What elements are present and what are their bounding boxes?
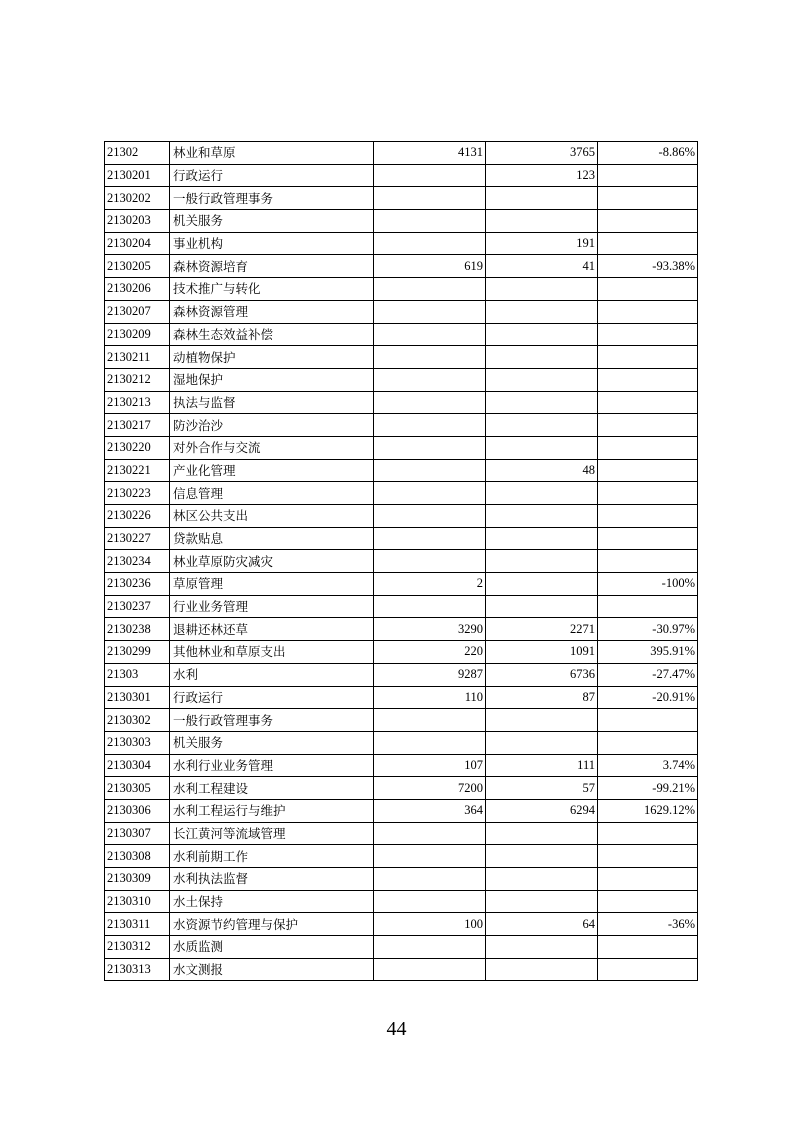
item-code-cell: 2130311 bbox=[105, 913, 170, 936]
value-prev-cell bbox=[374, 595, 486, 618]
table-row bbox=[105, 436, 698, 459]
table-row bbox=[105, 845, 698, 868]
change-pct-cell bbox=[598, 709, 698, 732]
item-name-cell: 行政运行 bbox=[170, 686, 374, 709]
item-code-cell: 2130204 bbox=[105, 232, 170, 255]
value-curr-cell: 6736 bbox=[486, 663, 598, 686]
item-code-cell: 2130203 bbox=[105, 210, 170, 233]
item-code-cell: 2130207 bbox=[105, 300, 170, 323]
table-row bbox=[105, 232, 698, 255]
value-prev-cell bbox=[374, 868, 486, 891]
value-curr-cell bbox=[486, 890, 598, 913]
item-name-cell: 退耕还林还草 bbox=[170, 618, 374, 641]
change-pct-cell bbox=[598, 436, 698, 459]
change-pct-cell bbox=[598, 822, 698, 845]
item-code-cell: 2130221 bbox=[105, 459, 170, 482]
item-code-cell: 2130306 bbox=[105, 799, 170, 822]
value-prev-cell: 100 bbox=[374, 913, 486, 936]
item-name-cell: 森林资源培育 bbox=[170, 255, 374, 278]
item-code-cell: 2130299 bbox=[105, 641, 170, 664]
value-prev-cell bbox=[374, 346, 486, 369]
value-curr-cell: 191 bbox=[486, 232, 598, 255]
item-name-cell: 对外合作与交流 bbox=[170, 436, 374, 459]
budget-table-body bbox=[105, 142, 698, 981]
value-curr-cell bbox=[486, 368, 598, 391]
change-pct-cell bbox=[598, 346, 698, 369]
budget-table-container bbox=[104, 141, 698, 981]
value-curr-cell bbox=[486, 482, 598, 505]
item-name-cell: 水利行业业务管理 bbox=[170, 754, 374, 777]
change-pct-cell: -27.47% bbox=[598, 663, 698, 686]
value-curr-cell bbox=[486, 595, 598, 618]
change-pct-cell bbox=[598, 868, 698, 891]
item-name-cell: 贷款贴息 bbox=[170, 527, 374, 550]
item-name-cell: 水利工程运行与维护 bbox=[170, 799, 374, 822]
value-prev-cell bbox=[374, 550, 486, 573]
value-curr-cell bbox=[486, 868, 598, 891]
table-row bbox=[105, 573, 698, 596]
value-prev-cell bbox=[374, 845, 486, 868]
value-curr-cell bbox=[486, 822, 598, 845]
table-row bbox=[105, 391, 698, 414]
value-curr-cell: 111 bbox=[486, 754, 598, 777]
table-row bbox=[105, 958, 698, 981]
value-curr-cell bbox=[486, 505, 598, 528]
change-pct-cell bbox=[598, 164, 698, 187]
value-prev-cell bbox=[374, 709, 486, 732]
item-code-cell: 2130237 bbox=[105, 595, 170, 618]
item-code-cell: 2130303 bbox=[105, 731, 170, 754]
value-prev-cell bbox=[374, 210, 486, 233]
change-pct-cell bbox=[598, 210, 698, 233]
value-prev-cell bbox=[374, 414, 486, 437]
table-row bbox=[105, 777, 698, 800]
change-pct-cell: -36% bbox=[598, 913, 698, 936]
change-pct-cell bbox=[598, 300, 698, 323]
value-curr-cell bbox=[486, 436, 598, 459]
item-name-cell: 一般行政管理事务 bbox=[170, 709, 374, 732]
item-name-cell: 林区公共支出 bbox=[170, 505, 374, 528]
value-curr-cell: 123 bbox=[486, 164, 598, 187]
change-pct-cell bbox=[598, 527, 698, 550]
item-name-cell: 动植物保护 bbox=[170, 346, 374, 369]
item-name-cell: 草原管理 bbox=[170, 573, 374, 596]
change-pct-cell bbox=[598, 550, 698, 573]
change-pct-cell: -30.97% bbox=[598, 618, 698, 641]
change-pct-cell: -20.91% bbox=[598, 686, 698, 709]
value-curr-cell bbox=[486, 958, 598, 981]
value-curr-cell: 41 bbox=[486, 255, 598, 278]
value-prev-cell: 4131 bbox=[374, 142, 486, 165]
table-row bbox=[105, 709, 698, 732]
item-code-cell: 2130308 bbox=[105, 845, 170, 868]
value-prev-cell: 7200 bbox=[374, 777, 486, 800]
table-row bbox=[105, 731, 698, 754]
value-prev-cell: 619 bbox=[374, 255, 486, 278]
value-prev-cell bbox=[374, 482, 486, 505]
item-code-cell: 2130304 bbox=[105, 754, 170, 777]
table-row bbox=[105, 210, 698, 233]
item-name-cell: 信息管理 bbox=[170, 482, 374, 505]
value-curr-cell bbox=[486, 527, 598, 550]
value-prev-cell: 9287 bbox=[374, 663, 486, 686]
item-code-cell: 2130309 bbox=[105, 868, 170, 891]
table-row bbox=[105, 936, 698, 959]
table-row bbox=[105, 187, 698, 210]
value-curr-cell bbox=[486, 278, 598, 301]
change-pct-cell bbox=[598, 482, 698, 505]
value-curr-cell: 6294 bbox=[486, 799, 598, 822]
table-row bbox=[105, 482, 698, 505]
table-row bbox=[105, 618, 698, 641]
value-prev-cell bbox=[374, 731, 486, 754]
page-number: 44 bbox=[386, 1018, 407, 1040]
item-name-cell: 防沙治沙 bbox=[170, 414, 374, 437]
value-prev-cell: 364 bbox=[374, 799, 486, 822]
value-prev-cell bbox=[374, 323, 486, 346]
change-pct-cell: -8.86% bbox=[598, 142, 698, 165]
item-name-cell: 水资源节约管理与保护 bbox=[170, 913, 374, 936]
value-curr-cell bbox=[486, 550, 598, 573]
item-code-cell: 2130211 bbox=[105, 346, 170, 369]
item-code-cell: 21302 bbox=[105, 142, 170, 165]
change-pct-cell bbox=[598, 459, 698, 482]
table-row bbox=[105, 300, 698, 323]
value-prev-cell bbox=[374, 459, 486, 482]
table-row bbox=[105, 822, 698, 845]
table-row bbox=[105, 641, 698, 664]
change-pct-cell: 395.91% bbox=[598, 641, 698, 664]
item-name-cell: 水土保持 bbox=[170, 890, 374, 913]
item-code-cell: 2130236 bbox=[105, 573, 170, 596]
table-row bbox=[105, 595, 698, 618]
table-row bbox=[105, 255, 698, 278]
change-pct-cell bbox=[598, 414, 698, 437]
value-curr-cell: 3765 bbox=[486, 142, 598, 165]
item-name-cell: 其他林业和草原支出 bbox=[170, 641, 374, 664]
item-name-cell: 森林资源管理 bbox=[170, 300, 374, 323]
table-row bbox=[105, 686, 698, 709]
value-prev-cell bbox=[374, 391, 486, 414]
table-row bbox=[105, 142, 698, 165]
value-prev-cell bbox=[374, 278, 486, 301]
item-code-cell: 2130312 bbox=[105, 936, 170, 959]
item-code-cell: 2130223 bbox=[105, 482, 170, 505]
change-pct-cell bbox=[598, 936, 698, 959]
table-row bbox=[105, 890, 698, 913]
value-curr-cell bbox=[486, 414, 598, 437]
change-pct-cell: 3.74% bbox=[598, 754, 698, 777]
change-pct-cell: -93.38% bbox=[598, 255, 698, 278]
change-pct-cell bbox=[598, 323, 698, 346]
item-code-cell: 2130301 bbox=[105, 686, 170, 709]
table-row bbox=[105, 414, 698, 437]
table-row bbox=[105, 278, 698, 301]
value-curr-cell bbox=[486, 210, 598, 233]
change-pct-cell bbox=[598, 505, 698, 528]
item-code-cell: 2130201 bbox=[105, 164, 170, 187]
value-curr-cell bbox=[486, 936, 598, 959]
item-name-cell: 水利 bbox=[170, 663, 374, 686]
item-name-cell: 林业草原防灾减灾 bbox=[170, 550, 374, 573]
value-curr-cell bbox=[486, 391, 598, 414]
item-code-cell: 2130209 bbox=[105, 323, 170, 346]
value-curr-cell: 1091 bbox=[486, 641, 598, 664]
value-curr-cell: 48 bbox=[486, 459, 598, 482]
change-pct-cell bbox=[598, 232, 698, 255]
change-pct-cell: -99.21% bbox=[598, 777, 698, 800]
table-row bbox=[105, 527, 698, 550]
item-code-cell: 2130202 bbox=[105, 187, 170, 210]
value-curr-cell bbox=[486, 346, 598, 369]
value-curr-cell bbox=[486, 187, 598, 210]
change-pct-cell: 1629.12% bbox=[598, 799, 698, 822]
item-name-cell: 产业化管理 bbox=[170, 459, 374, 482]
item-code-cell: 2130206 bbox=[105, 278, 170, 301]
value-curr-cell bbox=[486, 323, 598, 346]
item-code-cell: 2130213 bbox=[105, 391, 170, 414]
item-code-cell: 2130205 bbox=[105, 255, 170, 278]
value-curr-cell bbox=[486, 709, 598, 732]
item-code-cell: 2130227 bbox=[105, 527, 170, 550]
item-code-cell: 2130302 bbox=[105, 709, 170, 732]
value-prev-cell bbox=[374, 436, 486, 459]
value-prev-cell bbox=[374, 232, 486, 255]
value-curr-cell bbox=[486, 845, 598, 868]
item-name-cell: 机关服务 bbox=[170, 731, 374, 754]
item-code-cell: 2130212 bbox=[105, 368, 170, 391]
value-curr-cell bbox=[486, 573, 598, 596]
value-prev-cell: 110 bbox=[374, 686, 486, 709]
change-pct-cell bbox=[598, 595, 698, 618]
change-pct-cell bbox=[598, 278, 698, 301]
item-code-cell: 2130234 bbox=[105, 550, 170, 573]
value-prev-cell bbox=[374, 187, 486, 210]
item-name-cell: 林业和草原 bbox=[170, 142, 374, 165]
value-prev-cell bbox=[374, 505, 486, 528]
item-name-cell: 水利执法监督 bbox=[170, 868, 374, 891]
item-code-cell: 2130307 bbox=[105, 822, 170, 845]
table-row bbox=[105, 550, 698, 573]
value-prev-cell bbox=[374, 164, 486, 187]
table-row bbox=[105, 368, 698, 391]
change-pct-cell bbox=[598, 845, 698, 868]
value-curr-cell: 2271 bbox=[486, 618, 598, 641]
table-row bbox=[105, 663, 698, 686]
value-curr-cell: 64 bbox=[486, 913, 598, 936]
budget-table bbox=[104, 141, 698, 981]
value-prev-cell bbox=[374, 936, 486, 959]
change-pct-cell bbox=[598, 368, 698, 391]
table-row bbox=[105, 323, 698, 346]
value-curr-cell: 87 bbox=[486, 686, 598, 709]
item-name-cell: 森林生态效益补偿 bbox=[170, 323, 374, 346]
item-code-cell: 2130310 bbox=[105, 890, 170, 913]
item-code-cell: 2130220 bbox=[105, 436, 170, 459]
value-prev-cell: 220 bbox=[374, 641, 486, 664]
table-row bbox=[105, 346, 698, 369]
table-row bbox=[105, 459, 698, 482]
item-name-cell: 事业机构 bbox=[170, 232, 374, 255]
value-prev-cell bbox=[374, 890, 486, 913]
change-pct-cell bbox=[598, 890, 698, 913]
value-prev-cell bbox=[374, 300, 486, 323]
change-pct-cell: -100% bbox=[598, 573, 698, 596]
table-row bbox=[105, 868, 698, 891]
value-prev-cell: 3290 bbox=[374, 618, 486, 641]
change-pct-cell bbox=[598, 187, 698, 210]
item-name-cell: 长江黄河等流域管理 bbox=[170, 822, 374, 845]
item-code-cell: 2130226 bbox=[105, 505, 170, 528]
item-name-cell: 机关服务 bbox=[170, 210, 374, 233]
change-pct-cell bbox=[598, 391, 698, 414]
item-code-cell: 2130217 bbox=[105, 414, 170, 437]
table-row bbox=[105, 754, 698, 777]
item-code-cell: 2130313 bbox=[105, 958, 170, 981]
item-name-cell: 水利前期工作 bbox=[170, 845, 374, 868]
value-curr-cell: 57 bbox=[486, 777, 598, 800]
table-row bbox=[105, 913, 698, 936]
table-row bbox=[105, 164, 698, 187]
item-name-cell: 水利工程建设 bbox=[170, 777, 374, 800]
item-name-cell: 湿地保护 bbox=[170, 368, 374, 391]
item-name-cell: 行政运行 bbox=[170, 164, 374, 187]
value-prev-cell bbox=[374, 527, 486, 550]
change-pct-cell bbox=[598, 958, 698, 981]
table-row bbox=[105, 799, 698, 822]
item-name-cell: 水文测报 bbox=[170, 958, 374, 981]
item-name-cell: 水质监测 bbox=[170, 936, 374, 959]
value-prev-cell bbox=[374, 822, 486, 845]
value-prev-cell: 2 bbox=[374, 573, 486, 596]
item-code-cell: 21303 bbox=[105, 663, 170, 686]
table-row bbox=[105, 505, 698, 528]
item-name-cell: 技术推广与转化 bbox=[170, 278, 374, 301]
item-name-cell: 一般行政管理事务 bbox=[170, 187, 374, 210]
value-prev-cell: 107 bbox=[374, 754, 486, 777]
item-name-cell: 执法与监督 bbox=[170, 391, 374, 414]
change-pct-cell bbox=[598, 731, 698, 754]
item-code-cell: 2130238 bbox=[105, 618, 170, 641]
item-name-cell: 行业业务管理 bbox=[170, 595, 374, 618]
value-curr-cell bbox=[486, 731, 598, 754]
value-prev-cell bbox=[374, 958, 486, 981]
item-code-cell: 2130305 bbox=[105, 777, 170, 800]
value-curr-cell bbox=[486, 300, 598, 323]
value-prev-cell bbox=[374, 368, 486, 391]
